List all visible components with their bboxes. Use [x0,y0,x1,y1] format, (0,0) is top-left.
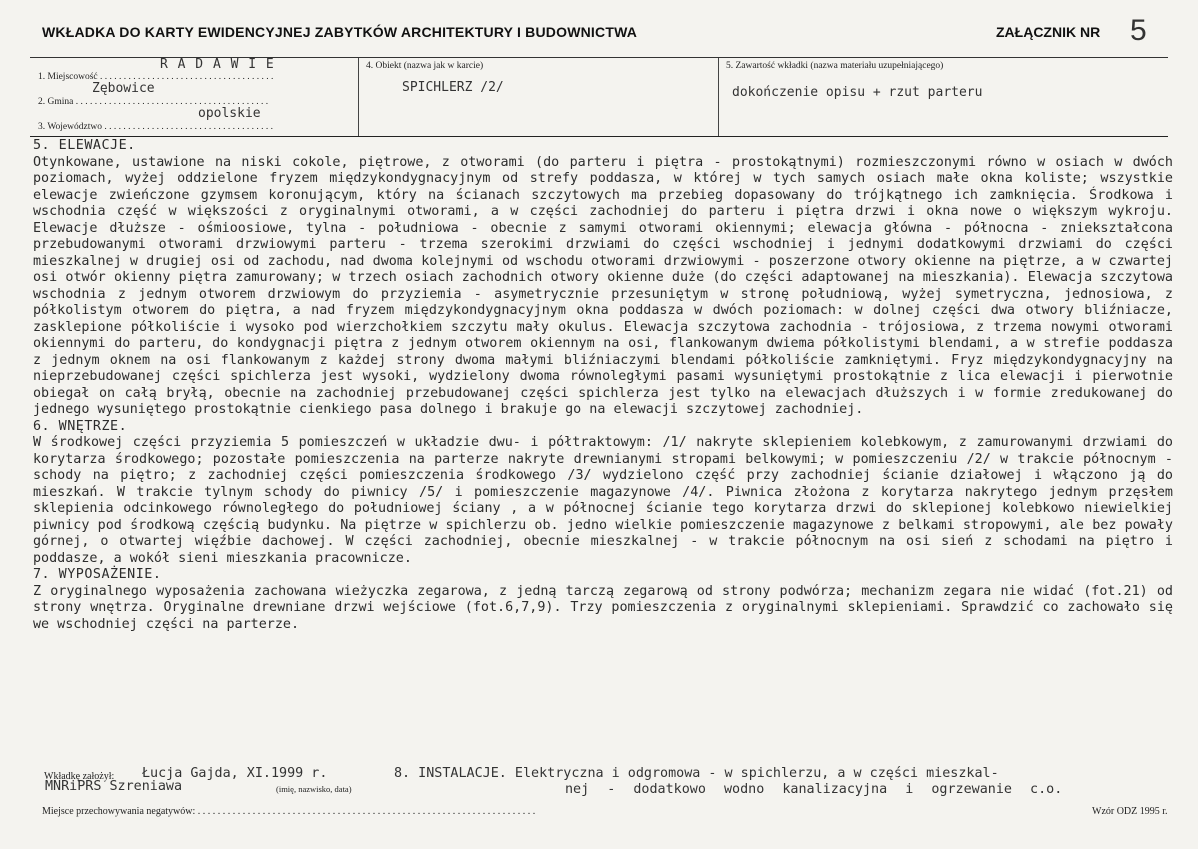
gmina-value: Zębowice [92,81,155,96]
author-hint: (imię, nazwisko, data) [276,784,352,794]
section-heading-wnetrze: 6. WNĘTRZE. [33,418,128,434]
annex-label: ZAŁĄCZNIK NR [996,24,1101,40]
gmina-label: 2. Gmina . . . . . . . . . . . . . . . . . . . . . . . . . . . . . . . . . . . . . . . . . [38,97,269,107]
section-text-wyposazenie: Z oryginalnego wyposażenia zachowana wieżyczka zegarowa, z jedną tarczą zegarową od strony podwórza; mechanizm zegara nie widać (fot.21) od strony wnętrza. Oryginalne drewniane drzwi wejściowe (fot.6,7,9). Trzy pomieszczenia z oryginalnymi sklepieniami. Sprawdzić co zachowało się we wschodniej części na parterze. [33,583,1173,632]
wojewodztwo-label: 3. Województwo . . . . . . . . . . . . . . . . . . . . . . . . . . . . . . . . . . . . [38,122,273,132]
header-fields-box [30,57,1168,137]
column-divider [358,58,359,136]
form-title: WKŁADKA DO KARTY EWIDENCYJNEJ ZABYTKÓW ARCHITEKTURY I BUDOWNICTWA [42,24,638,40]
installations-line-1: 8. INSTALACJE. Elektryczna i odgromowa - w spichlerzu, a w części mieszkal- [394,766,999,781]
author-value: Łucja Gajda, XI.1999 r. [142,766,328,781]
installations-line-2: nej - dodatkowo wodno kanalizacyjna i ogrzewanie c.o. [565,782,1063,797]
section-text-elewacje: Otynkowane, ustawione na niski cokole, piętrowe, z otworami (do parteru i piętra - prostokątnymi) rozmieszczonymi równo w osiach w dwóch poziomach, wyżej oddzielone fryzem międzykondygnacyjnym od strefy poddasza, w której w tych samych osiach małe okna koliste; wszystkie elewacje zwieńczone gzymsem koronującym, który na ścianach szczytowych ma przebieg dopasowany do trójkątnego ich zamknięcia. Środkowa i wschodnia część w większości z oryginalnymi otworami, a w części zachodniej do parteru i piętra drzwi i okna nowe o większym wykroju. Elewacje dłuższe - ośmioosiowe, tylna - południowa - obecnie z samymi otworami okiennymi; elewacja główna - północna - zniekształcona przebudowanymi otworami drzwiowymi parteru - trzema szerokimi drzwiami do części wschodniej i jednymi dodatkowymi drzwiami do części mieszkalnej w drugiej osi od zachodu, nad dwoma kolejnymi od wschodu otworami drzwiowymi - poszerzone otwory okienne na piętrze, a w czwartej osi otwór okienny piętra zamurowany; w trzech osiach zachodnich otwory okienne duże (do części adaptowanej na mieszkania). Elewacja szczytowa wschodnia z jednym otworem drzwiowym do przyziemia - asymetrycznie przesuniętym w stronę południową, wyżej symetryczna, jednosiowa, z półkolistym otworem do piętra, a nad fryzem międzykondygnacyjnym okna poddasza w dwóch poziomach: w dolnej części dwa otwory bliźniacze, zasklepione półkoliście i wysoko pod wierzchołkiem szczytu mały okulus. Elewacja szczytowa zachodnia - trójosiowa, z trzema nowymi otworami okiennymi do parteru, do kondygnacji piętra z jednym otworem okiennym na osi, flankowanym dwiema półkolistymi blendami, a w strefie poddasza z jednym oknem na osi flankowanym z każdej strony dwoma małymi bliźniaczymi blendami półkoliście zamkniętymi. Fryz międzykondygnacyjny na nieprzebudowanej części spichlerza jest wysoki, wydzielony dwoma równoległymi pasami wysuniętymi prostokątnie z lica elewacji i pierwotnie obiegał on całą bryłą, obecnie na zachodniej przebudowanej części spichlerza jest tylko na elewacjach dłuższych i w formie zredukowanej do jednego wysuniętego prostokątnie cienkiego pasa dolnego i brakuje go na elewacji szczytowej zachodniej. [33,154,1173,417]
description-body [33,138,1173,633]
zawartosc-value: dokończenie opisu + rzut parteru [732,85,983,100]
section-text-wnetrze: W środkowej części przyziemia 5 pomieszczeń w układzie dwu- i półtraktowym: /1/ nakryte sklepieniem kolebkowym, z zamurowanymi drzwiami do korytarza środkowego; pozostałe pomieszczenia na parterze nakryte drewnianymi stropami belkowymi; w pomieszczeniu /2/ w trakcie północnym - schody na piętro; z zachodniej części pomieszczenia środkowego /3/ wydzielono część przy zachodniej ścianie działowej i włączono ją do mieszkań. W trakcie tylnym schody do piwnicy /5/ i pomieszczenie magazynowe /4/. Piwnica złożona z korytarza nakrytego jednym przęsłem sklepienia odcinkowego równoległego do południowej ściany , a w północnej ścianie tego korytarza drzwi do sklepionej kolebkowo niewielkiej piwnicy pod środkową częścią budynku. Na piętrze w spichlerzu ob. jedno wielkie pomieszczenie magazynowe z belkami stropowymi, ale bez powały górnej, o otwartej więźbie dachowej. W części zachodniej, obecnie mieszkalnej - w trakcie północnym na osi sień z schodami na piętro i poddasze, a wokół sieni mieszkania pracownicze. [33,435,1173,566]
obiekt-value: SPICHLERZ /2/ [402,80,504,95]
negatives-location: Miejsce przechowywania negatywów: . . . . . . . . . . . . . . . . . . . . . . . . . . . . . . . . . . . . . . . . . . . . . . . . . . . . . . . . . . . . . . . . . . . . [42,806,536,817]
miejscowosc-label: 1. Miejscowość . . . . . . . . . . . . . . . . . . . . . . . . . . . . . . . . . . . . . [38,72,274,82]
section-heading-wyposazenie: 7. WYPOSAŻENIE. [33,567,162,582]
wojewodztwo-value: opolskie [198,106,261,121]
wkladke-label: Wkładkę założył: [44,771,115,782]
obiekt-label: 4. Obiekt (nazwa jak w karcie) [366,61,484,71]
annex-number: 5 [1130,14,1147,47]
form-version: Wzór ODZ 1995 r. [1092,806,1168,817]
institution-value: MNRiPRS Szreniawa [45,779,183,794]
column-divider [718,58,719,136]
section-heading-elewacje: 5. ELEWACJE. [33,138,136,153]
zawartosc-label: 5. Zawartość wkładki (nazwa materiału uzupełniającego) [726,61,944,71]
miejscowosc-value: R A D A W I E [160,57,275,72]
